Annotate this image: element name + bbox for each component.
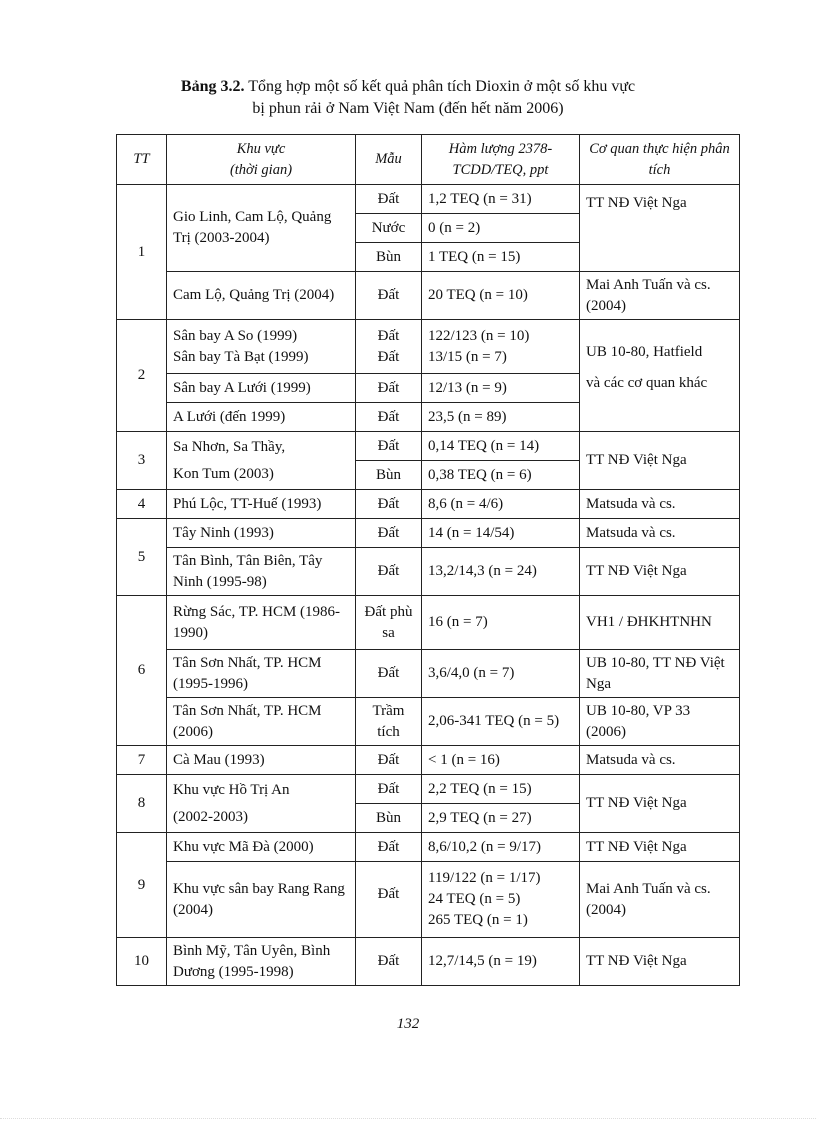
cell-area-line: Sân bay Tà Bạt (1999) — [173, 348, 309, 365]
table-row — [117, 320, 740, 374]
cell-area: Cà Mau (1993) — [167, 746, 356, 775]
table-row — [117, 548, 740, 596]
cell-agency: Matsuda và cs. — [580, 746, 740, 775]
caption-label: Bảng 3.2. — [180, 78, 245, 95]
table-row — [117, 490, 740, 519]
header-agency: Cơ quan thực hiện phân tích — [580, 135, 740, 185]
table-row — [117, 775, 740, 804]
cell-sample: Đất — [356, 548, 422, 596]
cell-sample: Đất phù sa — [356, 596, 422, 650]
cell-sample: Đất — [356, 185, 422, 214]
cell-area-line: Kon Tum (2003) — [173, 465, 274, 482]
cell-value: 12,7/14,5 (n = 19) — [422, 938, 580, 986]
cell-agency: Matsuda và cs. — [580, 519, 740, 548]
cell-area: Gio Linh, Cam Lộ, Quảng Trị (2003-2004) — [167, 185, 356, 272]
cell-agency-line: UB 10-80, Hatfield — [586, 343, 703, 360]
table-row — [117, 698, 740, 746]
table-row — [117, 272, 740, 320]
cell-tt: 9 — [117, 833, 167, 938]
cell-sample: Đất — [356, 374, 422, 403]
cell-sample: Bùn — [356, 243, 422, 272]
cell-area: Khu vực Mã Đà (2000) — [167, 833, 356, 862]
cell-agency — [580, 320, 740, 432]
cell-value: 1 TEQ (n = 15) — [422, 243, 580, 272]
cell-agency: Mai Anh Tuấn và cs. (2004) — [580, 862, 740, 938]
cell-value: 2,9 TEQ (n = 27) — [422, 804, 580, 833]
cell-value-line: 24 TEQ (n = 5) — [428, 891, 521, 907]
table-row — [117, 833, 740, 862]
table-row — [117, 596, 740, 650]
cell-value: 0,14 TEQ (n = 14) — [422, 432, 580, 461]
cell-area: Bình Mỹ, Tân Uyên, Bình Dương (1995-1998) — [167, 938, 356, 986]
cell-sample: Đất — [356, 938, 422, 986]
cell-area: Cam Lộ, Quảng Trị (2004) — [167, 272, 356, 320]
cell-sample — [356, 320, 422, 374]
cell-area: Phú Lộc, TT-Huế (1993) — [167, 490, 356, 519]
table-row — [117, 650, 740, 698]
table-row — [117, 519, 740, 548]
cell-agency: UB 10-80, VP 33 (2006) — [580, 698, 740, 746]
cell-value-line: 13/15 (n = 7) — [428, 348, 507, 365]
cell-area — [167, 775, 356, 833]
cell-value-line: 122/123 (n = 10) — [428, 327, 530, 344]
cell-tt: 8 — [117, 775, 167, 833]
cell-value — [422, 862, 580, 938]
cell-area: Rừng Sác, TP. HCM (1986-1990) — [167, 596, 356, 650]
cell-agency: UB 10-80, TT NĐ Việt Nga — [580, 650, 740, 698]
cell-sample: Đất — [356, 862, 422, 938]
cell-agency: TT NĐ Việt Nga — [580, 185, 740, 272]
cell-sample: Đất — [356, 650, 422, 698]
caption-title-line2: bị phun rải ở Nam Việt Nam (đến hết năm 2006) — [252, 100, 564, 117]
cell-sample: Đất — [356, 490, 422, 519]
cell-area — [167, 320, 356, 374]
cell-agency: Matsuda và cs. — [580, 490, 740, 519]
cell-area: Sân bay A Lưới (1999) — [167, 374, 356, 403]
cell-tt: 7 — [117, 746, 167, 775]
cell-tt: 10 — [117, 938, 167, 986]
page-number: 132 — [396, 1016, 420, 1032]
cell-sample-line: Đất — [377, 348, 400, 365]
cell-area — [167, 432, 356, 490]
cell-area: Tân Sơn Nhất, TP. HCM (1995-1996) — [167, 650, 356, 698]
cell-sample: Bùn — [356, 804, 422, 833]
cell-agency-line: và các cơ quan khác — [586, 374, 708, 391]
table-row — [117, 862, 740, 938]
cell-sample: Đất — [356, 519, 422, 548]
table-row — [117, 185, 740, 214]
cell-tt: 6 — [117, 596, 167, 746]
table-caption — [0, 76, 816, 120]
cell-value: 16 (n = 7) — [422, 596, 580, 650]
cell-value: 13,2/14,3 (n = 24) — [422, 548, 580, 596]
cell-value: 0,38 TEQ (n = 6) — [422, 461, 580, 490]
cell-agency: Mai Anh Tuấn và cs. (2004) — [580, 272, 740, 320]
cell-sample: Đất — [356, 775, 422, 804]
table-row — [117, 432, 740, 461]
header-row — [117, 135, 740, 185]
cell-sample: Trầm tích — [356, 698, 422, 746]
cell-value-line: 119/122 (n = 1/17) — [428, 870, 541, 886]
cell-area: Tây Ninh (1993) — [167, 519, 356, 548]
header-tt: TT — [117, 135, 167, 185]
cell-area-line: (2002-2003) — [173, 808, 248, 825]
cell-area: Khu vực sân bay Rang Rang (2004) — [167, 862, 356, 938]
cell-tt: 4 — [117, 490, 167, 519]
cell-value — [422, 320, 580, 374]
header-area-label: Khu vực — [236, 140, 286, 157]
cell-agency: VH1 / ĐHKHTNHN — [580, 596, 740, 650]
cell-agency: TT NĐ Việt Nga — [580, 833, 740, 862]
cell-value: 12/13 (n = 9) — [422, 374, 580, 403]
cell-value: 2,2 TEQ (n = 15) — [422, 775, 580, 804]
cell-value: 14 (n = 14/54) — [422, 519, 580, 548]
cell-value: 3,6/4,0 (n = 7) — [422, 650, 580, 698]
table-row — [117, 746, 740, 775]
cell-value: 8,6/10,2 (n = 9/17) — [422, 833, 580, 862]
cell-sample: Đất — [356, 833, 422, 862]
header-area-sub: (thời gian) — [229, 161, 293, 178]
cell-value: < 1 (n = 16) — [422, 746, 580, 775]
cell-area-line: Sa Nhơn, Sa Thầy, — [173, 438, 286, 455]
cell-sample: Đất — [356, 272, 422, 320]
cell-sample: Đất — [356, 403, 422, 432]
cell-sample: Đất — [356, 432, 422, 461]
cell-area: Tân Bình, Tân Biên, Tây Ninh (1995-98) — [167, 548, 356, 596]
cell-sample: Nước — [356, 214, 422, 243]
header-sample: Mẫu — [356, 135, 422, 185]
cell-tt: 3 — [117, 432, 167, 490]
cell-agency: TT NĐ Việt Nga — [580, 775, 740, 833]
cell-agency: TT NĐ Việt Nga — [580, 938, 740, 986]
cell-area-line: Sân bay A So (1999) — [173, 327, 298, 344]
cell-tt: 5 — [117, 519, 167, 596]
cell-value: 23,5 (n = 89) — [422, 403, 580, 432]
cell-sample: Bùn — [356, 461, 422, 490]
cell-agency: TT NĐ Việt Nga — [580, 432, 740, 490]
cell-tt: 1 — [117, 185, 167, 320]
cell-agency: TT NĐ Việt Nga — [580, 548, 740, 596]
cell-value: 1,2 TEQ (n = 31) — [422, 185, 580, 214]
cell-sample: Đất — [356, 746, 422, 775]
cell-value: 20 TEQ (n = 10) — [422, 272, 580, 320]
cell-area: Tân Sơn Nhất, TP. HCM (2006) — [167, 698, 356, 746]
cell-area-line: Khu vực Hồ Trị An — [173, 781, 290, 798]
header-area — [167, 135, 356, 185]
cell-value: 0 (n = 2) — [422, 214, 580, 243]
cell-value: 2,06-341 TEQ (n = 5) — [422, 698, 580, 746]
caption-title-line1: Tổng hợp một số kết quả phân tích Dioxin ở một số khu vực — [248, 78, 636, 95]
page-bottom-divider — [0, 1118, 816, 1119]
cell-tt: 2 — [117, 320, 167, 432]
cell-area: A Lưới (đến 1999) — [167, 403, 356, 432]
cell-value-line: 265 TEQ (n = 1) — [428, 912, 528, 928]
header-content: Hàm lượng 2378-TCDD/TEQ, ppt — [422, 135, 580, 185]
table-row — [117, 938, 740, 986]
dioxin-results-table — [116, 134, 740, 986]
cell-value: 8,6 (n = 4/6) — [422, 490, 580, 519]
cell-sample-line: Đất — [377, 327, 400, 344]
